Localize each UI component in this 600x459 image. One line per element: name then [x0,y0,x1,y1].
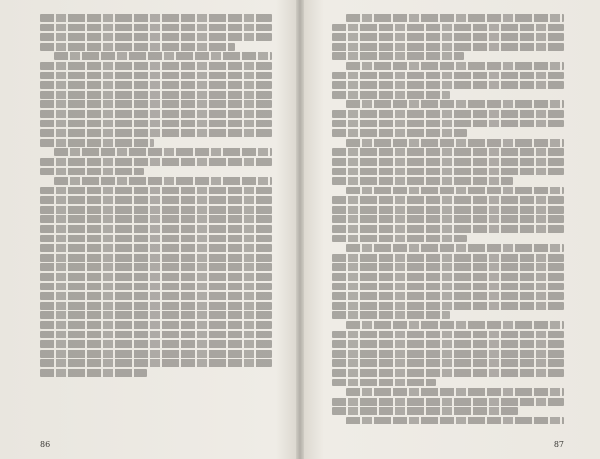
text-line [40,215,272,223]
text-line [332,225,564,233]
paragraph [40,52,272,146]
text-line [54,52,272,60]
text-line [332,72,564,80]
text-line [40,321,272,329]
text-line [40,254,272,262]
paragraph [332,14,564,60]
text-line [332,369,564,377]
text-line [332,43,564,51]
text-line [40,72,272,80]
text-line [40,225,272,233]
text-line [40,206,272,214]
paragraph [332,244,564,319]
text-line [332,331,564,339]
text-line [332,81,564,89]
text-line [332,129,467,137]
text-line [346,244,564,252]
text-line [40,340,272,348]
text-line [332,379,436,387]
text-line [346,139,564,147]
text-line [332,359,564,367]
text-line [54,177,272,185]
text-line [332,407,518,415]
text-line [40,311,272,319]
text-line [40,302,272,310]
paragraph [332,62,564,99]
right-page-text [332,14,564,424]
left-page-text [40,14,272,424]
paragraph [40,14,272,51]
paragraph [40,148,272,175]
text-line [40,100,272,108]
paragraph [332,139,564,185]
text-line [346,62,564,70]
text-line [332,24,564,32]
text-line [332,206,564,214]
text-line [40,43,235,51]
right-page [302,0,600,459]
text-line [332,235,467,243]
text-line [40,283,272,291]
paragraph [332,417,564,424]
text-line [332,177,513,185]
text-line [40,33,272,41]
paragraph [332,187,564,243]
text-line [40,62,272,70]
left-page-number: 86 [40,440,51,449]
text-line [40,91,272,99]
text-line [332,148,564,156]
text-line [332,311,450,319]
text-line [332,120,564,128]
text-line [332,110,564,118]
text-line [40,359,272,367]
right-page-number: 87 [553,440,564,449]
text-line [346,388,564,396]
text-line [40,168,144,176]
left-page [0,0,298,459]
text-line [40,292,272,300]
text-line [40,81,272,89]
text-line [346,100,564,108]
text-line [40,331,272,339]
text-line [332,292,564,300]
text-line [40,139,154,147]
text-line [332,283,564,291]
text-line [40,120,272,128]
text-line [332,302,564,310]
text-line [40,350,272,358]
text-line [40,24,272,32]
text-line [346,14,564,22]
paragraph [332,388,564,415]
text-line [332,168,564,176]
text-line [332,158,564,166]
text-line [332,91,450,99]
text-line [346,417,564,424]
text-line [332,273,564,281]
text-line [332,215,564,223]
text-line [40,244,272,252]
text-line [40,263,272,271]
text-line [40,369,147,377]
text-line [332,196,564,204]
text-line [332,350,564,358]
text-line [40,187,272,195]
text-line [54,148,272,156]
text-line [40,14,272,22]
text-line [40,110,272,118]
text-line [40,235,272,243]
text-line [332,33,564,41]
text-line [332,263,564,271]
text-line [40,273,272,281]
text-line [332,398,564,406]
paragraph [332,100,564,137]
text-line [40,196,272,204]
text-line [332,52,464,60]
text-line [346,321,564,329]
paragraph [40,177,272,377]
paragraph [332,321,564,386]
text-line [332,340,564,348]
text-line [332,254,564,262]
text-line [346,187,564,195]
text-line [40,129,272,137]
text-line [40,158,272,166]
